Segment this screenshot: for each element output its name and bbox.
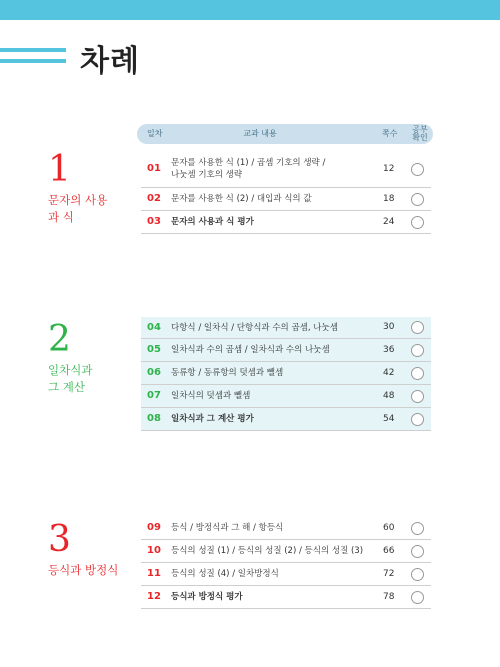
chapter-3 bbox=[48, 520, 138, 579]
lesson-row bbox=[141, 563, 431, 586]
lesson-number: 02 bbox=[147, 193, 161, 204]
lesson-title-line: 일차식의 덧셈과 뺄셈 bbox=[171, 391, 251, 401]
lesson-page: 24 bbox=[383, 216, 395, 227]
title-stripes bbox=[0, 48, 66, 70]
lesson-page: 42 bbox=[383, 367, 395, 378]
top-color-bar bbox=[0, 0, 500, 20]
lesson-title bbox=[171, 216, 254, 228]
lesson-title bbox=[171, 367, 283, 379]
lesson-number: 01 bbox=[147, 163, 161, 174]
lesson-title bbox=[171, 413, 254, 425]
lesson-title bbox=[171, 390, 250, 402]
lesson-page: 30 bbox=[383, 322, 395, 332]
lesson-group-3 bbox=[141, 517, 431, 609]
lesson-title bbox=[171, 591, 243, 603]
lesson-title-line: 문자를 사용한 식 (1) / 곱셈 기호의 생략 / bbox=[171, 158, 326, 168]
lesson-page: 48 bbox=[383, 390, 395, 401]
lesson-page: 54 bbox=[383, 413, 395, 424]
chapter-title: 일차식과 그 계산 bbox=[48, 363, 93, 394]
lesson-title-line: 문자를 사용한 식 (2) / 대입과 식의 값 bbox=[171, 194, 312, 204]
chapter-number: 2 bbox=[48, 319, 71, 360]
lesson-number: 04 bbox=[147, 321, 161, 333]
lesson-group-1 bbox=[141, 151, 431, 234]
lesson-row bbox=[141, 362, 431, 385]
lesson-title-line: 일차식과 그 계산 평가 bbox=[171, 414, 254, 424]
lesson-title bbox=[171, 545, 363, 557]
lesson-row bbox=[141, 586, 431, 609]
lesson-group-2 bbox=[141, 317, 431, 431]
lesson-row bbox=[141, 385, 431, 408]
lesson-page: 36 bbox=[383, 344, 395, 355]
lesson-row bbox=[141, 317, 431, 339]
lesson-row bbox=[141, 151, 431, 188]
lesson-title-line: 등식의 성질 (1) / 등식의 성질 (2) / 등식의 성질 (3) bbox=[171, 546, 364, 556]
chapter-number: 3 bbox=[48, 519, 71, 560]
lesson-title bbox=[171, 193, 312, 205]
header-content: 교과 내용 bbox=[243, 129, 277, 138]
lesson-title-line: 등식 / 방정식과 그 해 / 항등식 bbox=[171, 523, 284, 533]
study-check-circle[interactable] bbox=[411, 193, 424, 206]
lesson-number: 03 bbox=[147, 216, 161, 227]
lesson-number: 05 bbox=[147, 344, 161, 355]
lesson-number: 09 bbox=[147, 522, 161, 533]
chapter-title: 문자의 사용과 식 bbox=[48, 193, 108, 224]
lesson-title-line: 문자의 사용과 식 평가 bbox=[171, 217, 254, 227]
lesson-title bbox=[171, 157, 325, 181]
study-check-circle[interactable] bbox=[411, 568, 424, 581]
header-page: 쪽수 bbox=[382, 129, 398, 138]
lesson-title bbox=[171, 322, 338, 334]
lesson-page: 60 bbox=[383, 522, 395, 533]
lesson-page: 66 bbox=[383, 545, 395, 556]
chapter-number: 1 bbox=[48, 149, 71, 190]
lesson-title-line: 등식의 성질 (4) / 일차방정식 bbox=[171, 569, 279, 579]
lesson-page: 78 bbox=[383, 591, 395, 602]
lesson-number: 12 bbox=[147, 591, 161, 602]
lesson-title-line: 일차식과 수의 곱셈 / 일차식과 수의 나눗셈 bbox=[171, 345, 330, 355]
lesson-title bbox=[171, 344, 330, 356]
lesson-title bbox=[171, 568, 279, 580]
study-check-circle[interactable] bbox=[411, 545, 424, 558]
study-check-circle[interactable] bbox=[411, 522, 424, 535]
lesson-row bbox=[141, 540, 431, 563]
chapter-title: 등식과 방정식 bbox=[48, 563, 119, 577]
header-day: 일차 bbox=[147, 129, 163, 138]
study-check-circle[interactable] bbox=[411, 591, 424, 604]
lesson-row bbox=[141, 408, 431, 431]
lesson-number: 06 bbox=[147, 367, 161, 378]
lesson-title-line: 다항식 / 일차식 / 단항식과 수의 곱셈, 나눗셈 bbox=[171, 322, 338, 333]
chapter-1 bbox=[48, 150, 108, 226]
study-check-circle[interactable] bbox=[411, 413, 424, 426]
study-check-circle[interactable] bbox=[411, 321, 424, 334]
page-title: 차례 bbox=[80, 44, 140, 79]
lesson-title-line: 나눗셈 기호의 생략 bbox=[171, 170, 243, 180]
study-check-circle[interactable] bbox=[411, 216, 424, 229]
table-header bbox=[137, 124, 433, 144]
study-check-circle[interactable] bbox=[411, 390, 424, 403]
lesson-row bbox=[141, 211, 431, 234]
lesson-title bbox=[171, 522, 283, 534]
lesson-row bbox=[141, 188, 431, 211]
study-check-circle[interactable] bbox=[411, 163, 424, 176]
lesson-number: 07 bbox=[147, 390, 161, 401]
lesson-title-line: 등식과 방정식 평가 bbox=[171, 592, 243, 602]
study-check-circle[interactable] bbox=[411, 344, 424, 357]
header-check: 공부 확인 bbox=[412, 125, 428, 142]
lesson-title-line: 동류항 / 동류항의 덧셈과 뺄셈 bbox=[171, 368, 284, 378]
lesson-row bbox=[141, 339, 431, 362]
lesson-page: 18 bbox=[383, 193, 395, 204]
chapter-2 bbox=[48, 320, 100, 396]
study-check-circle[interactable] bbox=[411, 367, 424, 380]
lesson-page: 12 bbox=[383, 163, 395, 174]
lesson-row bbox=[141, 517, 431, 540]
lesson-number: 08 bbox=[147, 413, 161, 424]
lesson-page: 72 bbox=[383, 568, 395, 579]
lesson-number: 11 bbox=[147, 568, 161, 579]
lesson-number: 10 bbox=[147, 545, 161, 556]
